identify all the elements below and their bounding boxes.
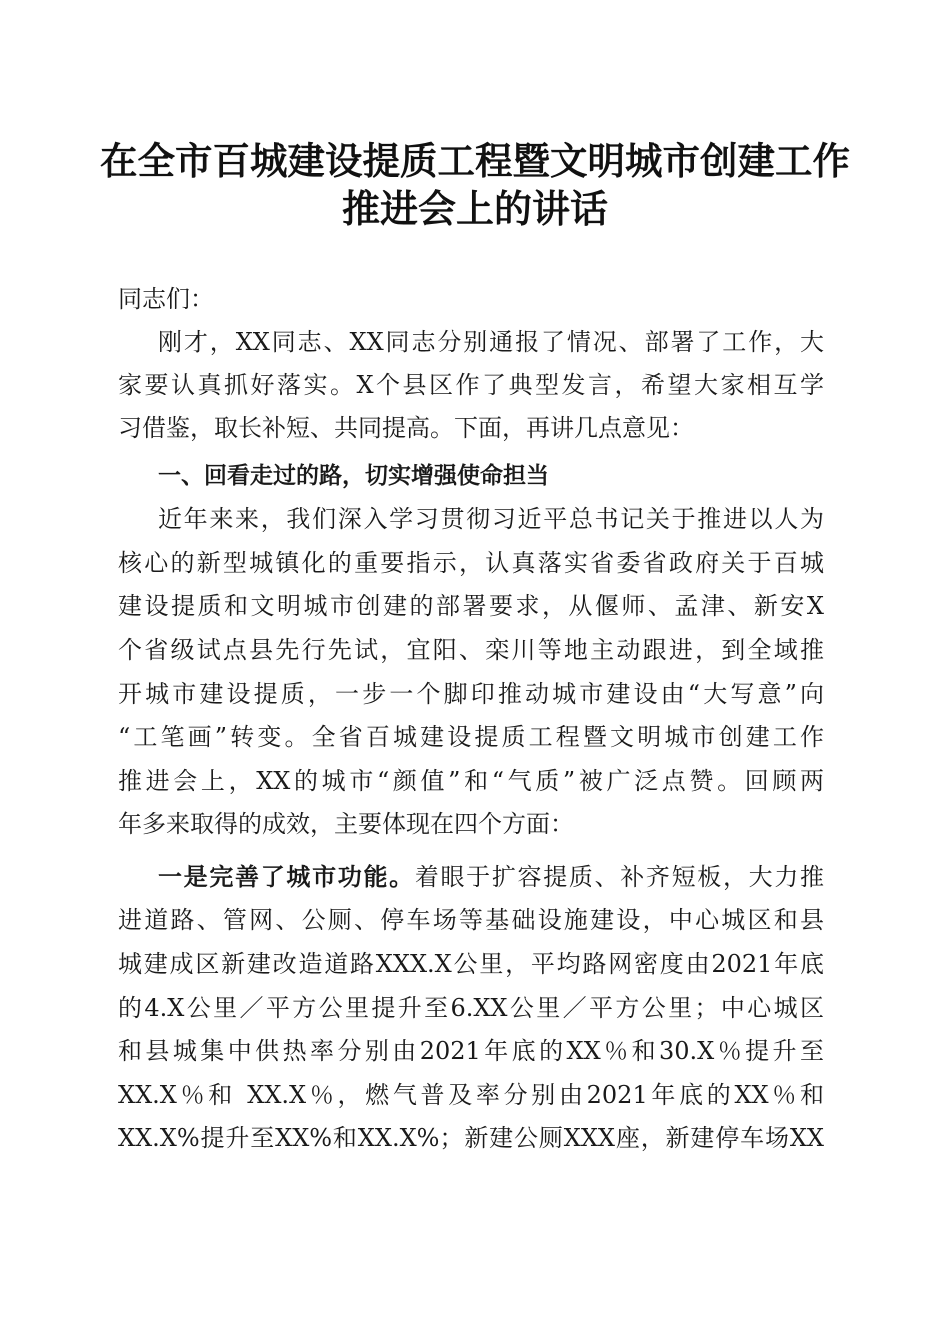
lead-phrase: 一是完善了城市功能。 (158, 862, 415, 891)
paragraph-line: 进道路、管网、公厕、停车场等基础设施建设，中心城区和县 (118, 906, 824, 934)
paragraph-line: 城建成区新建改造道路XXX.X公里，平均路网密度由2021年底 (118, 950, 824, 978)
paragraph-line: 推进会上，XX的城市“颜值”和“气质”被广泛点赞。回顾两 (118, 767, 824, 795)
paragraph-line: 家要认真抓好落实。X个县区作了典型发言，希望大家相互学 (118, 371, 824, 399)
paragraph-line: XX.X％和 XX.X％，燃气普及率分别由2021年底的XX％和 (118, 1081, 824, 1109)
paragraph-line: “工笔画”转变。全省百城建设提质工程暨文明城市创建工作 (118, 723, 824, 751)
paragraph-line: 习借鉴，取长补短、共同提高。下面，再讲几点意见： (118, 414, 694, 442)
section-heading: 一、回看走过的路，切实增强使命担当 (158, 463, 549, 489)
document-title-line-1: 在全市百城建设提质工程暨文明城市创建工作 (100, 139, 850, 183)
paragraph-line: 的4.X公里／平方公里提升至6.XX公里／平方公里；中心城区 (118, 994, 824, 1022)
document-title-line-2: 推进会上的讲话 (341, 186, 608, 231)
paragraph-line (158, 857, 824, 897)
paragraph-line: 个省级试点县先行先试，宜阳、栾川等地主动跟进，到全域推 (118, 636, 824, 664)
lead-line-rest: 着眼于扩容提质、补齐短板，大力推 (414, 863, 824, 891)
paragraph-line: 和县城集中供热率分别由2021年底的XX％和30.X％提升至 (118, 1037, 824, 1065)
paragraph-line: 开城市建设提质，一步一个脚印推动城市建设由“大写意”向 (118, 680, 824, 708)
paragraph-line: 年多来取得的成效，主要体现在四个方面： (118, 810, 574, 838)
paragraph-line: 核心的新型城镇化的重要指示，认真落实省委省政府关于百城 (118, 549, 824, 577)
salutation: 同志们： (118, 285, 214, 313)
paragraph-line: 刚才，XX同志、XX同志分别通报了情况、部署了工作，大 (158, 328, 824, 356)
paragraph-line: 近年来来，我们深入学习贯彻习近平总书记关于推进以人为 (158, 505, 824, 533)
paragraph-line: 建设提质和文明城市创建的部署要求，从偃师、孟津、新安X (118, 592, 824, 620)
paragraph-line: XX.X%提升至XX%和XX.X%；新建公厕XXX座，新建停车场XX (118, 1124, 824, 1152)
